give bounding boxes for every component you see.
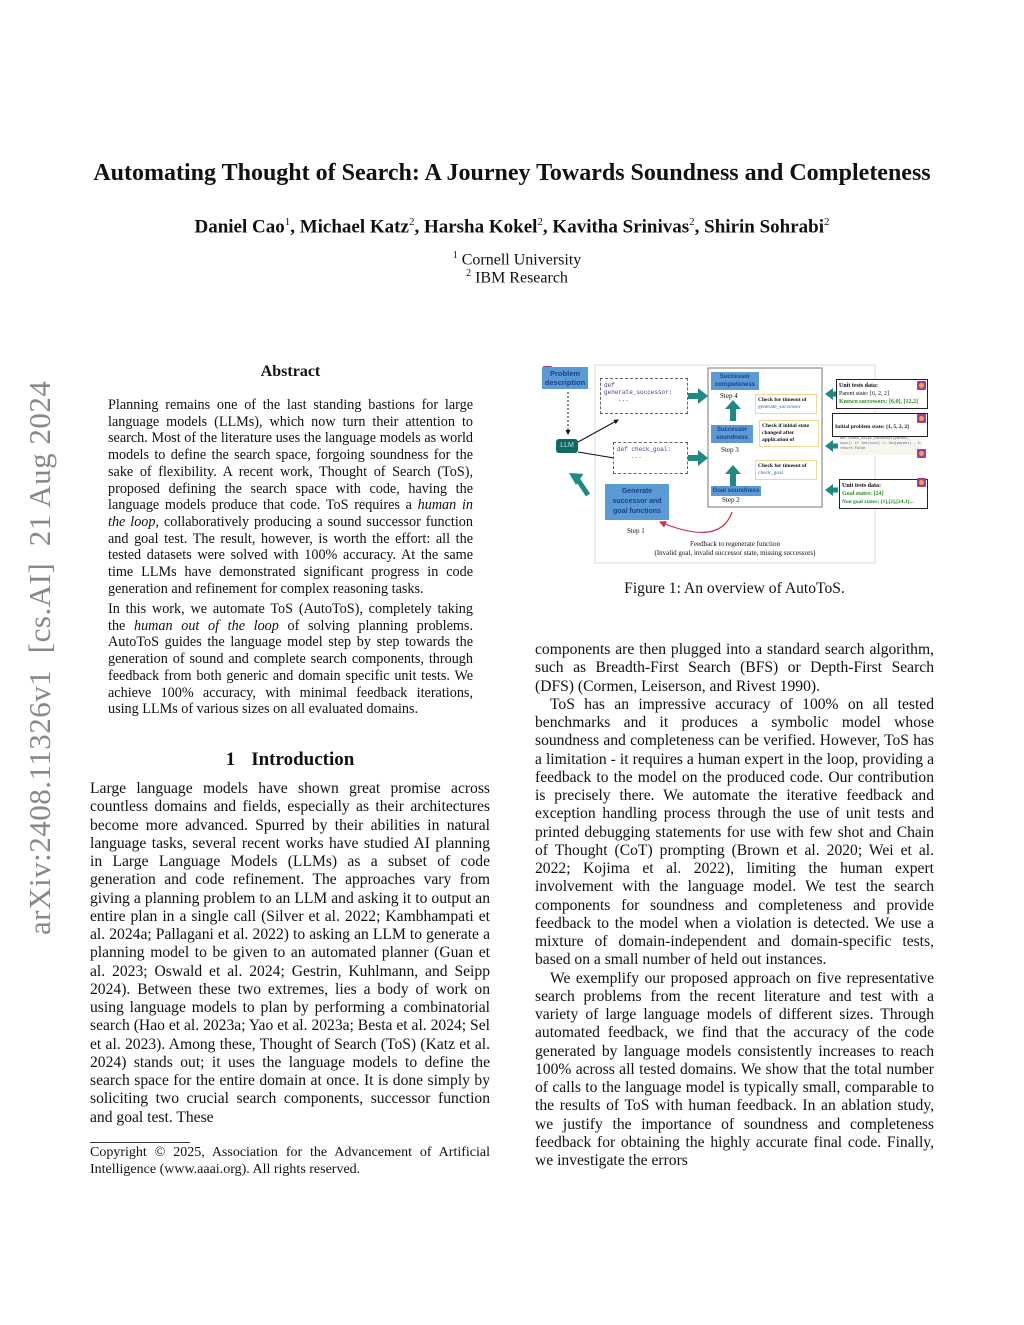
successor-completeness-box: Successor completeness [711,372,759,390]
paper-title: Automating Thought of Search: A Journey Towards Soundness and Completeness [93,160,931,186]
author: Shirin Sohrabi [704,216,825,238]
unit-tests-goal: Unit tests data: Goal states: [24] Non goal states: [1],[2],[24,1]... [839,479,928,509]
section-heading: 1 Introduction [225,749,355,770]
footnote-rule [90,1142,190,1143]
data-icon [917,449,926,458]
initial-state-box: Initial problem state: [1, 5, 2, 2] [832,413,928,437]
abstract-paragraph: In this work, we automate ToS (AutoToS), completely taking the human out of the loop of solving planning problems. AutoToS guides the language model step by step towards the generation of sound and complete search components, through feedback from both generic and domain specific unit tests. We achieve 100% accuracy, with minimal feedback iterations, using LLMs of various sizes on all evaluated domains. [108,601,473,718]
author: Kavitha Srinivas [552,216,690,238]
right-column-body [535,641,934,1170]
arxiv-identifier[interactable]: arXiv:2408.11326v1 [cs.AI] 21 Aug 2024 [22,380,57,935]
check-initial-state: Check if initial state changed after application of [759,420,819,447]
paragraph: We exemplify our proposed approach on five representative search problems from the recent literature and test with a variety of large language models of different sizes. Through automated feedback, we find that the accuracy of the code generated by language models consistently increases to reach 100% across all tested domains. We show that the total number of calls to the language model is typically small, comparable to the results of ToS with human feedback. In an ablation study, we justify the importance of soundness and completeness feedback for obtaining the highly accurate final code. Finally, we investigate the errors [535,969,934,1169]
check-timeout-goal: Check for timeout of check_goal [755,460,817,480]
step-label: Step 1 [627,527,645,535]
affiliation-mark: 2 [689,216,695,228]
step-label: Step 4 [720,392,738,400]
generate-functions-box: Generate successor and goal functions [605,484,669,520]
step-label: Step 2 [722,496,740,504]
data-icon [917,414,926,423]
author: Daniel Cao [194,216,285,238]
goal-soundness-box: Goal soundness [712,488,760,494]
paragraph: ToS has an impressive accuracy of 100% on all tested benchmarks and it produces a symbolic model whose soundness and completeness can be verified. However, ToS has a limitation - it requires a human expert in the loop, providing a feedback to the model on the produced code. Our contribution is precisely there. We automate the iterative feedback and exception handling process through the use of unit tests and printed debugging statements for use with few shot and Chain of Thought (CoT) prompting (Brown et al. 2020; Wei et al. 2022; Kojima et al. 2022), limiting the human expert involvement with the language model. We test the search components for soundness and completeness and provide feedback to the model when a violation is detected. We use a mixture of domain-independent and domain-specific tests, based on a small number of held out instances. [535,695,934,969]
affiliation-mark: 2 [537,216,543,228]
problem-description-box: Problem description [542,367,588,389]
successor-soundness-box: Successor soundness [711,425,753,443]
data-icon [917,478,926,487]
affiliation-mark: 2 [408,216,415,228]
affiliation-mark: 1 [284,216,291,228]
valid-successor-code: def check_valid_successor(parent, succ): if len(succ) != len(parent) - 1: return False [840,437,922,455]
step-label: Step 3 [721,446,739,454]
author-list: Daniel Cao$^1$, Michael Katz$^2$, Harsha Kokel$^2$, Kavitha Srinivas$^2$, Shirin Sohrabi$^2$ [194,216,830,238]
paragraph: components are then plugged into a standard search algorithm, such as Breadth-First Search (BFS) or Depth-First Search (DFS) (Cormen, Leiserson, and Rivest 1990). [535,641,934,695]
copyright-footnote: Copyright © 2025, Association for the Advancement of Artificial Intelligence (www.aaai.org). All rights reserved. [90,1145,490,1177]
code-generate-successor: def generate_successor: ... [600,378,688,414]
data-icon [917,381,926,390]
llm-node: LLM [556,439,578,453]
affiliation: $^1$ Cornell University [452,250,582,269]
feedback-caption: Feedback to regenerate function (Invalid goal, invalid successor state, missing successors) [654,540,816,557]
check-timeout-successor: Check for timeout of generate_successor [755,394,817,414]
intro-body: Large language models have shown great promise across countless domains and fields, especially as their architectures become more advanced. Spurred by their abilities in natural language tasks, several recent works have studied AI planning in Large Language Models (LLMs) as a subset of code generation and code refinement. The approaches vary from giving a planning problem to an LLM and asking it to output an entire plan in a single call (Silver et al. 2022; Kambhampati et al. 2024a; Pallagani et al. 2022) to asking an LLM to generate a planning model to be given to an automated planner (Guan et al. 2023; Oswald et al. 2024; Gestrin, Kuhlmann, and Seipp 2024). Between these two extremes, lies a body of work on using language models to plan by performing a combinatorial search (Hao et al. 2023a; Yao et al. 2023a; Besta et al. 2024; Sel et al. 2023). Among these, Thought of Search (ToS) (Katz et al. 2024) stands out; it uses the language models to define the search space for the entire domain at once. It is done simply by soliciting two crucial search components, successor function and goal test. These [90,780,490,1126]
affiliation-mark: 2 [824,216,830,228]
author: Michael Katz [299,216,409,238]
abstract-paragraph: Planning remains one of the last standing bastions for large language models (LLMs), which now turn their attention to search. Most of the literature uses the language models as world models to define the search space, forgoing soundness for the sake of flexibility. A recent work, Thought of Search (ToS), proposed defining the search space with code, having the language models produce that code. ToS requires a human in the loop, collaboratively producing a sound successor function and goal test. The result, however, is worth the effort: all the tested datasets were solved with 100% accuracy. At the same time LLMs have demonstrated significant progress in code generation and refinement for complex reasoning tasks. [108,397,473,597]
figure-caption: Figure 1: An overview of AutoToS. [624,580,845,597]
unit-tests-successor: Unit tests data: Parent state: [6, 2, 2] Known successors: [6,0], [12,2] [836,379,928,409]
affiliation: $^2$ IBM Research [466,268,568,287]
code-check-goal: def check_goal: ... [613,442,688,474]
author: Harsha Kokel [423,216,538,238]
figure-autotos-overview [540,362,932,565]
abstract-heading: Abstract [260,363,321,380]
